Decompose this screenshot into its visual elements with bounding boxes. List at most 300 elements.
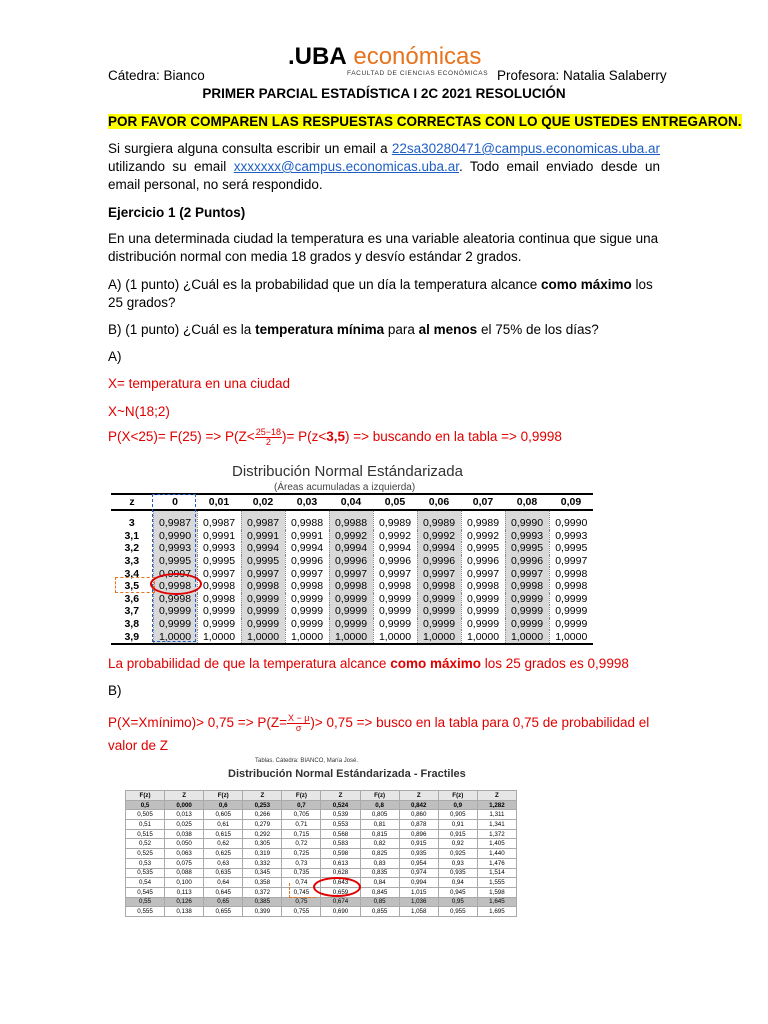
probability-cell: 0,9998 <box>329 580 373 593</box>
z-cell: 0,253 <box>243 800 282 810</box>
fz-cell: 0,615 <box>204 829 243 839</box>
probability-cell: 0,9999 <box>197 605 241 618</box>
fz-cell: 0,725 <box>282 849 321 859</box>
z-cell: 1,282 <box>477 800 516 810</box>
fz-cell: 0,85 <box>360 897 399 907</box>
fz-cell: 0,635 <box>204 868 243 878</box>
z-value: 3,3 <box>124 555 140 568</box>
table2-caption: Tablas. Cátedra: BIANCO, María José. <box>255 758 359 764</box>
table-row <box>126 820 517 830</box>
z-cell: 0,000 <box>165 800 204 810</box>
fz-cell: 0,63 <box>204 858 243 868</box>
probability-cell: 0,9995 <box>461 542 505 555</box>
probability-cell: 0,9992 <box>373 530 417 543</box>
sol-a-line3-mid: )= P(z< <box>281 429 327 445</box>
probability-cell: 0,9997 <box>505 567 549 580</box>
probability-cell: 0,9997 <box>373 567 417 580</box>
probability-cell: 0,9998 <box>505 580 549 593</box>
fractiles-table <box>125 790 517 917</box>
z-cell: 0,050 <box>165 839 204 849</box>
probability-cell: 1,0000 <box>549 630 593 644</box>
fz-cell: 0,8 <box>360 800 399 810</box>
sol-b-pre: P(X=Xmínimo)> 0,75 => P(Z= <box>108 715 287 730</box>
probability-cell: 0,9999 <box>505 618 549 631</box>
probability-cell: 0,9998 <box>373 580 417 593</box>
probability-cell: 0,9994 <box>329 542 373 555</box>
probability-cell: 0,9999 <box>285 605 329 618</box>
fz-cell: 0,645 <box>204 887 243 897</box>
probability-cell: 0,9999 <box>417 593 461 606</box>
email-link-profesora[interactable]: 22sa30280471@campus.economicas.uba.ar <box>391 141 660 156</box>
probability-cell: 0,9995 <box>197 555 241 568</box>
z-cell: 1,440 <box>477 849 516 859</box>
sol-a-line2: X~N(18;2) <box>108 404 170 419</box>
probability-cell: 0,9998 <box>285 580 329 593</box>
probability-cell: 0,9998 <box>153 593 197 606</box>
z-cell: 0,372 <box>243 887 282 897</box>
z-cell: 0,113 <box>165 887 204 897</box>
probability-cell: 0,9992 <box>329 530 373 543</box>
z-cell: 0,568 <box>321 829 360 839</box>
probability-cell: 0,9999 <box>461 618 505 631</box>
z-cell: 1,372 <box>477 829 516 839</box>
probability-cell: 0,9990 <box>505 510 549 530</box>
z-cell: 1,015 <box>399 887 438 897</box>
fz-cell: 0,935 <box>438 868 477 878</box>
probability-cell: 0,9998 <box>197 580 241 593</box>
probability-cell: 0,9995 <box>153 555 197 568</box>
z-value: 3,8 <box>124 618 140 631</box>
fz-cell: 0,915 <box>438 829 477 839</box>
fz-cell: 0,91 <box>438 820 477 830</box>
fz-cell: 0,735 <box>282 868 321 878</box>
ejercicio-title: Ejercicio 1 (2 Puntos) <box>108 205 246 220</box>
sol-b-fraction <box>287 714 310 733</box>
probability-cell: 0,9998 <box>549 567 593 580</box>
fz-cell: 0,705 <box>282 810 321 820</box>
probability-cell: 1,0000 <box>285 630 329 644</box>
fz-cell: 0,845 <box>360 887 399 897</box>
probability-cell: 0,9998 <box>549 580 593 593</box>
column-highlight-box <box>152 494 196 642</box>
pregunta-a-text: A) (1 punto) ¿Cuál es la probabilidad que un día la temperatura alcance <box>108 277 542 292</box>
z-cell: 0,345 <box>243 868 282 878</box>
z-cell: 0,126 <box>165 897 204 907</box>
probability-cell: 0,9996 <box>285 555 329 568</box>
decimal-header: 0,09 <box>549 494 593 510</box>
row-highlight-box <box>115 577 155 593</box>
answer-circle <box>150 573 202 595</box>
sol-b-frac-den: σ <box>295 722 302 733</box>
fz-cell: 0,7 <box>282 800 321 810</box>
probability-cell: 0,9999 <box>197 618 241 631</box>
probability-cell: 0,9993 <box>505 530 549 543</box>
z-cell: 0,935 <box>399 849 438 859</box>
pregunta-b-text: B) (1 punto) ¿Cuál es la <box>108 322 256 337</box>
table-row <box>126 897 517 907</box>
email-paragraph <box>108 140 660 194</box>
ejercicio-enunciado: En una determinada ciudad la temperatura es una variable aleatoria continua que sigue una distribución normal con media 18 grados y desvío estándar 2 grados. <box>108 231 659 264</box>
pregunta-a <box>108 276 660 312</box>
email-text-1: Si surgiera alguna consulta escribir un email a <box>108 141 392 156</box>
table-row <box>126 810 517 820</box>
probability-cell: 0,9999 <box>373 605 417 618</box>
z-value: 3,9 <box>111 630 153 644</box>
z-cell: 0,643 <box>321 878 360 888</box>
fractiles-table-body <box>126 800 517 916</box>
z-cell: 1,405 <box>477 839 516 849</box>
fz-cell: 0,605 <box>204 810 243 820</box>
probability-cell: 0,9997 <box>153 567 197 580</box>
fz-cell: 0,535 <box>126 868 165 878</box>
z-cell: 0,025 <box>165 820 204 830</box>
fz-cell: 0,94 <box>438 878 477 888</box>
probability-cell: 1,0000 <box>505 630 549 644</box>
probability-cell: 0,9999 <box>241 605 285 618</box>
pregunta-b-bold2: al menos <box>418 322 478 337</box>
sol-a-line3-bold: 3,5 <box>326 429 346 445</box>
logo-economicas: económicas <box>353 43 482 70</box>
probability-cell: 0,9999 <box>505 605 549 618</box>
z-cell: 0,583 <box>321 839 360 849</box>
z-cell: 0,138 <box>165 907 204 917</box>
probability-cell: 0,9994 <box>241 542 285 555</box>
fz-cell: 0,53 <box>126 858 165 868</box>
notice-highlight: POR FAVOR COMPAREN LAS RESPUESTAS CORRECTAS CON LO QUE USTEDES ENTREGARON. <box>108 114 742 129</box>
probability-cell: 0,9999 <box>373 618 417 631</box>
fz-cell: 0,525 <box>126 849 165 859</box>
z-header: z <box>111 494 153 510</box>
z-cell: 0,038 <box>165 829 204 839</box>
fz-cell: 0,65 <box>204 897 243 907</box>
probability-cell: 0,9989 <box>417 510 461 530</box>
sol-a-fraction <box>255 428 282 447</box>
fz-cell: 0,82 <box>360 839 399 849</box>
probability-cell: 0,9994 <box>285 542 329 555</box>
probability-cell: 0,9987 <box>197 510 241 530</box>
fz-cell: 0,95 <box>438 897 477 907</box>
table-row <box>126 839 517 849</box>
decimal-header: 0,08 <box>505 494 549 510</box>
z-cell: 0,292 <box>243 829 282 839</box>
probability-cell: 0,9998 <box>417 580 461 593</box>
z-cell: 0,659 <box>321 887 360 897</box>
fz-cell: 0,955 <box>438 907 477 917</box>
probability-cell: 1,0000 <box>197 630 241 644</box>
z-value: 3,4 <box>124 567 140 580</box>
probability-cell: 0,9996 <box>505 555 549 568</box>
probability-cell: 0,9999 <box>241 593 285 606</box>
sol-a-line3-pre: P(X<25)= F(25) => P(Z< <box>108 429 255 445</box>
fz-cell: 0,555 <box>126 907 165 917</box>
z-cell: 0,524 <box>321 800 360 810</box>
z-cell: 0,088 <box>165 868 204 878</box>
probability-cell: 0,9997 <box>549 555 593 568</box>
fz-cell: 0,835 <box>360 868 399 878</box>
z-cell: 0,598 <box>321 849 360 859</box>
concl-post: los 25 grados es 0,9998 <box>480 656 629 671</box>
probability-cell: 0,9999 <box>417 605 461 618</box>
z-cell: 0,878 <box>399 820 438 830</box>
probability-cell: 0,9999 <box>329 618 373 631</box>
decimal-header: 0 <box>153 494 197 510</box>
fz-cell: 0,745 <box>282 887 321 897</box>
z-cell: 0,385 <box>243 897 282 907</box>
sol-a-line3 <box>108 428 562 447</box>
probability-cell: 0,9997 <box>241 567 285 580</box>
sol-a-line3-post: ) => buscando en la tabla => 0,9998 <box>345 429 562 445</box>
z-cell: 1,476 <box>477 858 516 868</box>
z-cell: 1,058 <box>399 907 438 917</box>
z-cell: 0,974 <box>399 868 438 878</box>
probability-cell: 0,9999 <box>153 618 197 631</box>
fractile-header: F(z) <box>204 791 243 801</box>
sol-b-frac-num: X − μ <box>287 712 310 723</box>
table-row <box>126 829 517 839</box>
probability-cell: 0,9999 <box>285 593 329 606</box>
email-link-alumno[interactable]: xxxxxxx@campus.economicas.uba.ar <box>233 159 459 174</box>
concl-pre: La probabilidad de que la temperatura alcance <box>108 656 391 671</box>
probability-cell: 0,9999 <box>461 605 505 618</box>
fz-cell: 0,62 <box>204 839 243 849</box>
probability-cell: 1,0000 <box>417 630 461 644</box>
z-cell: 0,674 <box>321 897 360 907</box>
table-row <box>126 868 517 878</box>
logo-subtitle: FACULTAD DE CIENCIAS ECONÓMICAS <box>347 70 489 77</box>
probability-cell: 0,9999 <box>549 605 593 618</box>
z-cell: 0,279 <box>243 820 282 830</box>
fz-cell: 0,9 <box>438 800 477 810</box>
z-cell: 0,690 <box>321 907 360 917</box>
probability-cell: 0,9998 <box>153 580 197 593</box>
z-value: 3 <box>128 517 135 530</box>
decimal-header: 0,06 <box>417 494 461 510</box>
pregunta-a-end: los 25 grados? <box>108 277 653 310</box>
fz-cell: 0,815 <box>360 829 399 839</box>
fz-cell: 0,825 <box>360 849 399 859</box>
fz-cell: 0,52 <box>126 839 165 849</box>
z-cell: 0,332 <box>243 858 282 868</box>
table2-title: Distribución Normal Estándarizada - Fractiles <box>228 768 466 780</box>
fz-cell: 0,64 <box>204 878 243 888</box>
sol-a-line1: X= temperatura en una ciudad <box>108 376 290 391</box>
fz-cell: 0,905 <box>438 810 477 820</box>
z-cell: 1,514 <box>477 868 516 878</box>
probability-cell: 1,0000 <box>241 630 285 644</box>
z-cell: 0,896 <box>399 829 438 839</box>
z-cell: 0,100 <box>165 878 204 888</box>
z-cell: 0,860 <box>399 810 438 820</box>
decimal-header: 0,01 <box>197 494 241 510</box>
z-value: 3,6 <box>124 592 140 605</box>
fractile-header: F(z) <box>438 791 477 801</box>
z-cell: 1,311 <box>477 810 516 820</box>
fz-cell: 0,61 <box>204 820 243 830</box>
probability-cell: 0,9997 <box>197 567 241 580</box>
table-row <box>126 858 517 868</box>
answer-circle-2 <box>313 877 361 897</box>
fz-cell: 0,6 <box>204 800 243 810</box>
probability-cell: 0,9995 <box>505 542 549 555</box>
sol-a-conclusion <box>108 655 629 673</box>
probability-cell: 0,9991 <box>197 530 241 543</box>
fz-cell: 0,81 <box>360 820 399 830</box>
probability-cell: 0,9991 <box>241 530 285 543</box>
concl-bold: como máximo <box>390 656 481 671</box>
decimal-header: 0,07 <box>461 494 505 510</box>
probability-cell: 0,9998 <box>241 580 285 593</box>
decimal-header: 0,03 <box>285 494 329 510</box>
fractile-header: Z <box>321 791 360 801</box>
probability-cell: 0,9991 <box>285 530 329 543</box>
probability-cell: 0,9999 <box>373 593 417 606</box>
probability-cell: 0,9997 <box>461 567 505 580</box>
probability-cell: 0,9989 <box>461 510 505 530</box>
sol-b-post: )> 0,75 => busco en la tabla para 0,75 de probabilidad el valor de Z <box>108 715 650 753</box>
z-cell: 0,063 <box>165 849 204 859</box>
probability-cell: 0,9999 <box>153 605 197 618</box>
probability-cell: 0,9987 <box>241 510 285 530</box>
fz-cell: 0,755 <box>282 907 321 917</box>
decimal-header: 0,05 <box>373 494 417 510</box>
fractile-header: F(z) <box>126 791 165 801</box>
document-title: PRIMER PARCIAL ESTADÍSTICA I 2C 2021 RESOLUCIÓN <box>202 86 566 101</box>
z-cell: 0,994 <box>399 878 438 888</box>
table1-title: Distribución Normal Estándarizada <box>232 463 463 480</box>
table-row <box>126 849 517 859</box>
email-text-2: utilizando su email <box>108 159 234 174</box>
z-cell: 0,266 <box>243 810 282 820</box>
z-cell: 0,915 <box>399 839 438 849</box>
email-text-3: . Todo email enviado desde un email personal, no será respondido. <box>108 159 660 192</box>
fz-cell: 0,505 <box>126 810 165 820</box>
fz-cell: 0,515 <box>126 829 165 839</box>
pregunta-b-mid: para <box>384 322 419 337</box>
fz-cell: 0,93 <box>438 858 477 868</box>
z-cell: 1,036 <box>399 897 438 907</box>
probability-cell: 1,0000 <box>329 630 373 644</box>
probability-cell: 0,9998 <box>197 593 241 606</box>
probability-cell: 0,9989 <box>373 510 417 530</box>
probability-cell: 0,9997 <box>285 567 329 580</box>
fz-cell: 0,84 <box>360 878 399 888</box>
fz-cell: 0,73 <box>282 858 321 868</box>
probability-cell: 0,9995 <box>241 555 285 568</box>
z-cell: 0,954 <box>399 858 438 868</box>
probability-cell: 0,9996 <box>329 555 373 568</box>
pregunta-b-end: el 75% de los días? <box>477 322 599 337</box>
probability-cell: 0,9999 <box>329 593 373 606</box>
fz-cell: 0,55 <box>126 897 165 907</box>
z-cell: 0,842 <box>399 800 438 810</box>
probability-cell: 0,9996 <box>461 555 505 568</box>
z-cell: 0,628 <box>321 868 360 878</box>
table-row <box>126 800 517 810</box>
probability-cell: 0,9999 <box>241 618 285 631</box>
probability-cell: 0,9994 <box>373 542 417 555</box>
decimal-header: 0,02 <box>241 494 285 510</box>
probability-cell: 0,9995 <box>549 542 593 555</box>
z-value: 3,5 <box>124 580 140 593</box>
z-cell: 0,358 <box>243 878 282 888</box>
probability-cell: 0,9997 <box>329 567 373 580</box>
fractile-header: Z <box>165 791 204 801</box>
table1-subtitle: (Áreas acumuladas a izquierda) <box>274 482 416 493</box>
fractile-header: F(z) <box>282 791 321 801</box>
probability-cell: 0,9992 <box>417 530 461 543</box>
z-cell: 0,013 <box>165 810 204 820</box>
logo-uba: .UBA <box>288 43 347 70</box>
z-cell: 1,695 <box>477 907 516 917</box>
z-cell: 1,598 <box>477 887 516 897</box>
fz-cell: 0,925 <box>438 849 477 859</box>
probability-cell: 1,0000 <box>153 630 197 644</box>
z-cell: 0,399 <box>243 907 282 917</box>
fz-cell: 0,54 <box>126 878 165 888</box>
sol-a-label: A) <box>108 349 122 364</box>
fz-cell: 0,71 <box>282 820 321 830</box>
probability-cell: 0,9996 <box>373 555 417 568</box>
probability-cell: 0,9987 <box>153 510 197 530</box>
fz-cell: 0,655 <box>204 907 243 917</box>
probability-cell: 0,9999 <box>461 593 505 606</box>
z-cell: 0,613 <box>321 858 360 868</box>
probability-cell: 0,9997 <box>417 567 461 580</box>
fz-cell: 0,945 <box>438 887 477 897</box>
probability-cell: 0,9988 <box>285 510 329 530</box>
sol-a-frac-den: 2 <box>265 437 271 447</box>
z-cell: 0,305 <box>243 839 282 849</box>
fz-cell: 0,715 <box>282 829 321 839</box>
probability-cell: 0,9994 <box>417 542 461 555</box>
fractile-header: Z <box>243 791 282 801</box>
probability-cell: 0,9993 <box>197 542 241 555</box>
fractiles-table-header <box>126 791 517 801</box>
probability-cell: 0,9999 <box>505 593 549 606</box>
z-cell: 1,341 <box>477 820 516 830</box>
profesora-label: Profesora: Natalia Salaberry <box>497 68 667 83</box>
fz-cell: 0,545 <box>126 887 165 897</box>
pregunta-b <box>108 321 660 339</box>
probability-cell: 1,0000 <box>461 630 505 644</box>
z-cell: 0,319 <box>243 849 282 859</box>
fz-cell: 0,51 <box>126 820 165 830</box>
z-cell: 1,645 <box>477 897 516 907</box>
probability-cell: 0,9990 <box>153 530 197 543</box>
probability-cell: 1,0000 <box>373 630 417 644</box>
fractile-header: Z <box>399 791 438 801</box>
fz-cell: 0,72 <box>282 839 321 849</box>
z-value: 3,2 <box>124 542 140 555</box>
probability-cell: 0,9990 <box>549 510 593 530</box>
probability-cell: 0,9993 <box>549 530 593 543</box>
fz-cell: 0,855 <box>360 907 399 917</box>
fractile-header: Z <box>477 791 516 801</box>
z-cell: 1,555 <box>477 878 516 888</box>
z-cell: 0,539 <box>321 810 360 820</box>
fz-cell: 0,74 <box>282 878 321 888</box>
pregunta-b-bold1: temperatura mínima <box>255 322 385 337</box>
decimal-header: 0,04 <box>329 494 373 510</box>
table-row <box>126 907 517 917</box>
fz-cell: 0,625 <box>204 849 243 859</box>
uba-economicas-logo <box>288 44 481 70</box>
probability-cell: 0,9999 <box>285 618 329 631</box>
sol-b-line1 <box>108 711 660 757</box>
pregunta-a-bold: como máximo <box>541 277 632 292</box>
probability-cell: 0,9988 <box>329 510 373 530</box>
fz-cell: 0,92 <box>438 839 477 849</box>
